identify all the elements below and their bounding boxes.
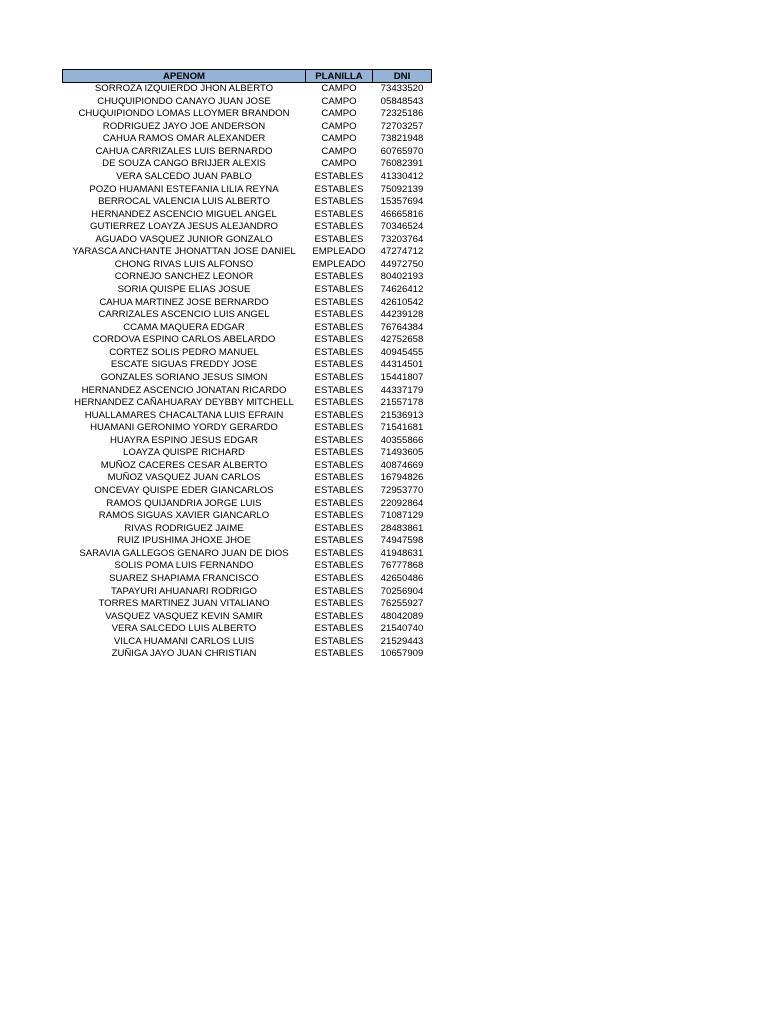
dni-cell: 40945455 [380, 346, 424, 358]
planilla-cell: ESTABLES [314, 572, 364, 584]
planilla-cell: CAMPO [321, 83, 357, 94]
dni-cell: 41330412 [380, 170, 424, 182]
name-cell: POZO HUAMANI ESTEFANIA LILIA REYNA [89, 183, 279, 195]
planilla-cell: ESTABLES [314, 221, 364, 233]
table-row [63, 246, 432, 259]
table-row [63, 435, 432, 448]
name-cell: RUIZ IPUSHIMA JHOXE JHOE [117, 535, 251, 547]
dni-cell: 76777868 [380, 560, 424, 572]
table-row [63, 221, 432, 234]
name-cell: HERNANDEZ ASCENCIO JONATAN RICARDO [81, 384, 287, 396]
dni-cell: 21557178 [380, 397, 424, 409]
name-cell: HUAYRA ESPINO JESUS EDGAR [109, 434, 259, 446]
name-cell: HERNANDEZ CAÑAHUARAY DEYBBY MITCHELL [74, 397, 294, 409]
planilla-cell: ESTABLES [314, 497, 364, 509]
table-row [63, 372, 432, 385]
employee-table [62, 69, 432, 661]
name-cell: CORDOVA ESPINO CARLOS ABELARDO [92, 334, 276, 346]
dni-cell: 46665816 [380, 208, 424, 220]
planilla-cell: ESTABLES [314, 346, 364, 358]
dni-cell: 76764384 [380, 321, 424, 333]
table-row [63, 196, 432, 209]
planilla-cell: ESTABLES [314, 510, 364, 522]
table-row [63, 309, 432, 322]
planilla-cell: CAMPO [321, 133, 357, 145]
planilla-cell: ESTABLES [314, 183, 364, 195]
dni-cell: 48042089 [380, 610, 424, 622]
dni-cell: 15441807 [380, 371, 424, 383]
dni-cell: 60765970 [380, 145, 424, 157]
table-row [63, 397, 432, 410]
planilla-cell: ESTABLES [314, 321, 364, 333]
table-row [63, 523, 432, 536]
planilla-cell: ESTABLES [314, 485, 364, 496]
planilla-cell: CAMPO [321, 95, 357, 107]
table-row [63, 535, 432, 548]
planilla-cell: CAMPO [321, 158, 357, 170]
dni-cell: 40874669 [380, 459, 424, 471]
planilla-cell: ESTABLES [314, 610, 364, 622]
name-cell: HUALLAMARES CHACALTANA LUIS EFRAIN [84, 409, 284, 421]
name-cell: ESCATE SIGUAS FREDDY JOSE [110, 359, 258, 371]
planilla-cell: ESTABLES [314, 560, 364, 572]
name-cell: CARRIZALES ASCENCIO LUIS ANGEL [98, 309, 270, 321]
table-row [63, 184, 432, 197]
dni-cell: 16794826 [380, 472, 424, 484]
dni-cell: 74626412 [380, 284, 424, 295]
dni-cell: 73821948 [380, 133, 424, 145]
table-row [63, 108, 432, 121]
table-row [63, 171, 432, 184]
table-row [63, 472, 432, 485]
dni-cell: 75092139 [380, 183, 424, 195]
name-cell: LOAYZA QUISPE RICHARD [123, 447, 245, 459]
dni-cell: 42752658 [380, 334, 424, 346]
planilla-cell: ESTABLES [314, 196, 364, 208]
dni-cell: 22092864 [380, 497, 424, 509]
table-row [63, 460, 432, 473]
dni-cell: 71087129 [380, 510, 424, 522]
table-row [63, 209, 432, 222]
table-row [63, 297, 432, 310]
table-row [63, 498, 432, 511]
table-row [63, 422, 432, 435]
dni-cell: 40355866 [380, 434, 424, 446]
planilla-cell: ESTABLES [314, 623, 364, 635]
name-cell: CCAMA MAQUERA EDGAR [123, 321, 245, 333]
planilla-cell: CAMPO [321, 108, 357, 120]
name-cell: MUÑOZ VASQUEZ JUAN CARLOS [107, 472, 261, 484]
column-header-planilla: PLANILLA [306, 70, 373, 83]
name-cell: VASQUEZ VASQUEZ KEVIN SAMIR [105, 610, 263, 622]
planilla-cell: ESTABLES [314, 434, 364, 446]
name-cell: CORTEZ SOLIS PEDRO MANUEL [109, 346, 259, 358]
planilla-cell: CAMPO [321, 120, 357, 132]
planilla-cell: ESTABLES [314, 271, 364, 283]
planilla-cell: ESTABLES [314, 585, 364, 597]
table-row [63, 447, 432, 460]
planilla-cell: ESTABLES [314, 397, 364, 409]
name-cell: AGUADO VASQUEZ JUNIOR GONZALO [95, 233, 273, 245]
planilla-cell: ESTABLES [314, 233, 364, 245]
planilla-cell: ESTABLES [314, 170, 364, 182]
name-cell: GUTIERREZ LOAYZA JESUS ALEJANDRO [89, 221, 278, 233]
name-cell: SUAREZ SHAPIAMA FRANCISCO [109, 572, 259, 584]
table-row [63, 271, 432, 284]
name-cell: HUAMANI GERONIMO YORDY GERARDO [90, 422, 278, 434]
dni-cell: 44239128 [380, 309, 424, 321]
dni-cell: 21529443 [380, 635, 424, 647]
table-row [63, 146, 432, 159]
dni-cell: 74947598 [380, 535, 424, 547]
planilla-cell: CAMPO [321, 145, 357, 157]
planilla-cell: ESTABLES [314, 284, 364, 295]
dni-cell: 21536913 [380, 409, 424, 421]
dni-cell: 44314501 [380, 359, 424, 371]
name-cell: RAMOS QUIJANDRIA JORGE LUIS [106, 497, 262, 509]
table-row [63, 485, 432, 498]
dni-cell: 76082391 [380, 158, 424, 170]
dni-cell: 80402193 [380, 271, 424, 283]
table-row [63, 359, 432, 372]
dni-cell: 41948631 [380, 547, 424, 559]
name-cell: RODRIGUEZ JAYO JOE ANDERSON [102, 120, 266, 132]
name-cell: VILCA HUAMANI CARLOS LUIS [113, 635, 255, 647]
table-row [63, 510, 432, 523]
name-cell: CHONG RIVAS LUIS ALFONSO [114, 258, 254, 270]
table-row [63, 158, 432, 171]
dni-cell: 72325186 [380, 108, 424, 120]
name-cell: TAPAYURI AHUANARI RODRIGO [110, 585, 258, 597]
name-cell: CORNEJO SANCHEZ LEONOR [114, 271, 254, 283]
name-cell: ONCEVAY QUISPE EDER GIANCARLOS [94, 485, 274, 496]
planilla-cell: ESTABLES [314, 635, 364, 647]
table-row [63, 133, 432, 146]
dni-cell: 42650486 [380, 572, 424, 584]
name-cell: RAMOS SIGUAS XAVIER GIANCARLO [98, 510, 270, 522]
dni-cell: 73203764 [380, 233, 424, 245]
table-row [63, 586, 432, 599]
planilla-cell: ESTABLES [314, 598, 364, 610]
dni-cell: 05848543 [380, 95, 424, 107]
name-cell: ZUÑIGA JAYO JUAN CHRISTIAN [111, 648, 257, 660]
dni-cell: 21540740 [380, 623, 424, 635]
table-row [63, 322, 432, 335]
dni-cell: 44337179 [380, 384, 424, 396]
name-cell: SOLIS POMA LUIS FERNANDO [114, 560, 254, 572]
planilla-cell: ESTABLES [314, 422, 364, 434]
dni-cell: 72953770 [380, 485, 424, 496]
name-cell: HERNANDEZ ASCENCIO MIGUEL ANGEL [91, 208, 277, 220]
name-cell: VERA SALCEDO JUAN PABLO [116, 170, 252, 182]
name-cell: VERA SALCEDO LUIS ALBERTO [111, 623, 257, 635]
name-cell: TORRES MARTINEZ JUAN VITALIANO [98, 598, 270, 610]
dni-cell: 70256904 [380, 585, 424, 597]
planilla-cell: ESTABLES [314, 648, 364, 660]
table-row [63, 259, 432, 272]
planilla-cell: ESTABLES [314, 522, 364, 534]
planilla-cell: ESTABLES [314, 459, 364, 471]
dni-cell: 71541681 [380, 422, 424, 434]
table-header [63, 70, 432, 83]
planilla-cell: ESTABLES [314, 547, 364, 559]
dni-cell: 71493605 [380, 447, 424, 459]
name-cell: CAHUA RAMOS OMAR ALEXANDER [102, 133, 266, 145]
table-row [63, 83, 432, 96]
table-row [63, 234, 432, 247]
planilla-cell: ESTABLES [314, 409, 364, 421]
name-cell: DE SOUZA CANGO BRIJJER ALEXIS [102, 158, 266, 170]
table-row [63, 598, 432, 611]
name-cell: BERROCAL VALENCIA LUIS ALBERTO [98, 196, 270, 208]
table-row [63, 96, 432, 109]
header-row [63, 70, 432, 83]
name-cell: MUÑOZ CACERES CESAR ALBERTO [100, 459, 268, 471]
name-cell: CHUQUIPIONDO CANAYO JUAN JOSE [97, 95, 271, 107]
dni-cell: 72703257 [380, 120, 424, 132]
dni-cell: 10657909 [380, 648, 424, 660]
dni-cell: 28483861 [380, 522, 424, 534]
column-header-apenom: APENOM [63, 70, 306, 83]
table-row [63, 611, 432, 624]
table-body [63, 83, 432, 661]
planilla-cell: ESTABLES [314, 334, 364, 346]
dni-cell: 42610542 [380, 296, 424, 308]
planilla-cell: EMPLEADO [312, 258, 366, 270]
table-row [63, 284, 432, 297]
name-cell: SORIA QUISPE ELIAS JOSUE [117, 284, 251, 295]
planilla-cell: EMPLEADO [312, 246, 366, 258]
table-row [63, 548, 432, 561]
column-header-dni: DNI [373, 70, 432, 83]
table-row [63, 410, 432, 423]
dni-cell: 44972750 [380, 258, 424, 270]
name-cell: CAHUA CARRIZALES LUIS BERNARDO [95, 145, 273, 157]
name-cell: SORROZA IZQUIERDO JHON ALBERTO [94, 83, 274, 94]
planilla-cell: ESTABLES [314, 309, 364, 321]
table-row [63, 573, 432, 586]
name-cell: GONZALES SORIANO JESUS SIMON [100, 371, 268, 383]
table-row [63, 623, 432, 636]
table-row [63, 385, 432, 398]
planilla-cell: ESTABLES [314, 535, 364, 547]
name-cell: SARAVIA GALLEGOS GENARO JUAN DE DIOS [79, 547, 289, 559]
dni-cell: 73433520 [380, 83, 424, 94]
planilla-cell: ESTABLES [314, 472, 364, 484]
name-cell: CHUQUIPIONDO LOMAS LLOYMER BRANDON [78, 108, 290, 120]
table-row [63, 636, 432, 649]
dni-cell: 47274712 [380, 246, 424, 258]
table-row [63, 648, 432, 661]
planilla-cell: ESTABLES [314, 359, 364, 371]
dni-cell: 76255927 [380, 598, 424, 610]
table-row [63, 560, 432, 573]
name-cell: YARASCA ANCHANTE JHONATTAN JOSE DANIEL [72, 246, 296, 258]
table-row [63, 347, 432, 360]
name-cell: RIVAS RODRIGUEZ JAIME [124, 522, 244, 534]
planilla-cell: ESTABLES [314, 384, 364, 396]
dni-cell: 70346524 [380, 221, 424, 233]
name-cell: CAHUA MARTINEZ JOSE BERNARDO [99, 296, 269, 308]
planilla-cell: ESTABLES [314, 447, 364, 459]
planilla-cell: ESTABLES [314, 371, 364, 383]
planilla-cell: ESTABLES [314, 208, 364, 220]
planilla-cell: ESTABLES [314, 296, 364, 308]
table-row [63, 121, 432, 134]
table-row [63, 334, 432, 347]
dni-cell: 15357694 [380, 196, 424, 208]
